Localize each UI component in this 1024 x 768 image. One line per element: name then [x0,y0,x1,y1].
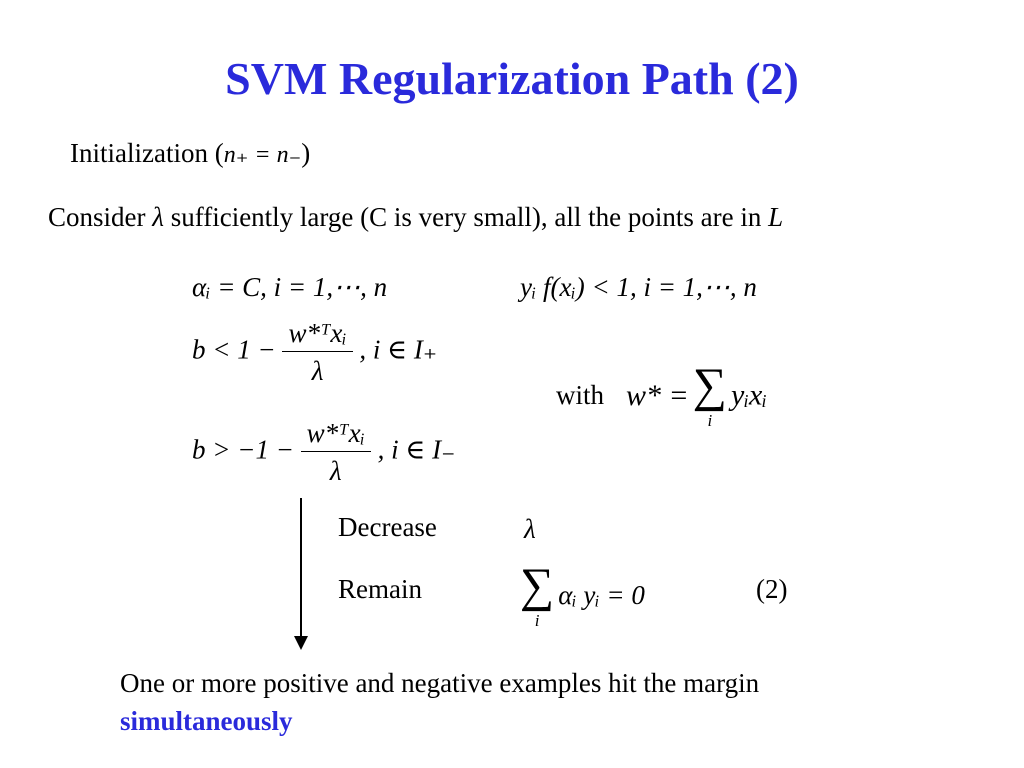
remain-term: αᵢ yᵢ = 0 [558,580,645,610]
b-plus-condition: , i ∈ I₊ [359,334,438,365]
consider-suffix: sufficiently large (C is very small), all the points are in [170,202,762,232]
initialization-close: ) [301,138,311,168]
w-star-sum [692,359,727,430]
initialization-line [70,138,310,169]
down-arrow-shaft [300,498,302,638]
conclusion-emphasis: simultaneously [120,706,293,736]
b-minus-fraction [301,418,371,487]
decrease-label: Decrease [338,512,437,542]
b-minus-denominator: λ [329,456,342,486]
initialization-formula: n₊ = n₋ [223,142,302,168]
b-plus-lhs: b < 1 − [192,334,276,365]
remain-sum [520,559,555,630]
lambda-symbol: λ [152,202,164,232]
b-lower-bound [192,418,455,487]
w-star-term: yᵢxᵢ [731,378,768,412]
w-star-definition [556,359,768,430]
yf-inequality: yᵢ f(xᵢ) < 1, i = 1,⋯, n [520,272,757,302]
w-star: w* = [626,378,689,412]
conclusion-text: One or more positive and negative examples hit the margin [120,668,760,698]
decrease-lambda: λ [524,514,536,544]
b-minus-lhs: b > −1 − [192,434,294,465]
remain-sum-index: i [534,611,540,630]
b-plus-denominator: λ [311,356,324,386]
with-label: with [556,380,605,410]
consider-line [48,202,783,233]
alpha-equation: αᵢ = C, i = 1,⋯, n [192,272,388,302]
equation-tag: (2) [756,574,788,604]
remain-constraint [520,559,645,630]
consider-prefix: Consider [48,202,146,232]
w-star-sum-symbol: ∑ [692,359,727,412]
remain-sum-symbol: ∑ [520,559,555,612]
b-plus-fraction [282,318,352,387]
w-star-sum-index: i [707,411,713,430]
slide-title: SVM Regularization Path (2) [225,53,799,104]
b-upper-bound [192,318,437,387]
initialization-label: Initialization ( [70,138,224,168]
down-arrow-head [294,636,308,650]
b-minus-condition: , i ∈ I₋ [377,434,456,465]
b-plus-numerator: w*ᵀxᵢ [282,318,352,352]
set-l: L [768,202,784,232]
b-minus-numerator: w*ᵀxᵢ [301,418,371,452]
remain-label: Remain [338,574,422,604]
